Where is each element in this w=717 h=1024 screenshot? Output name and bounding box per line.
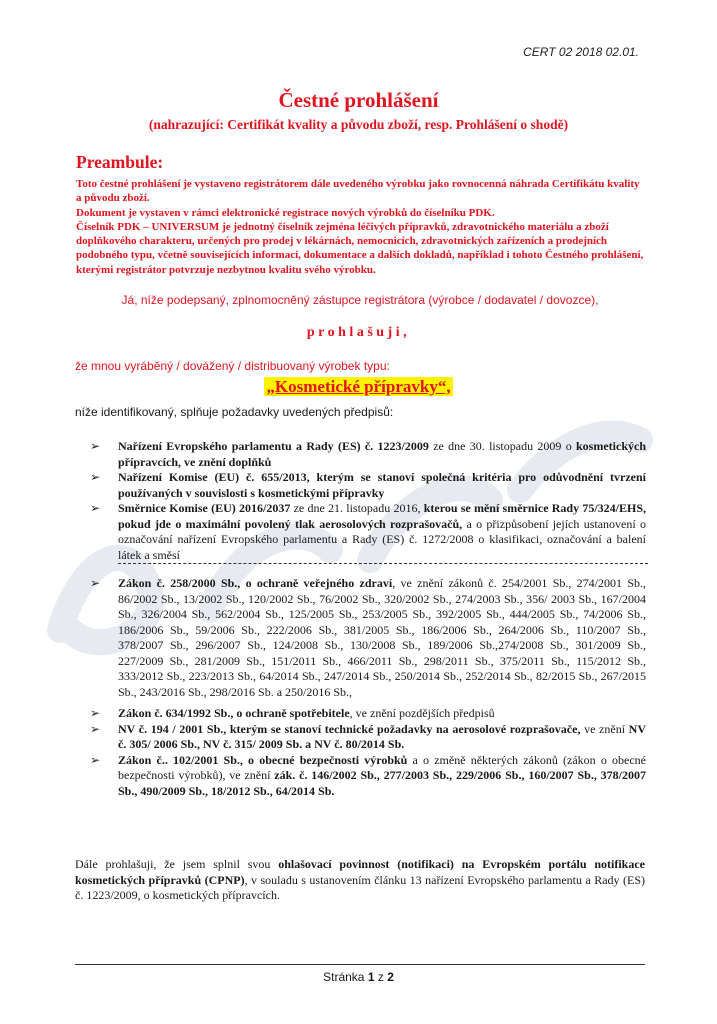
document-title: Čestné prohlášení xyxy=(278,88,439,112)
page-total: 2 xyxy=(387,970,394,984)
law-title: zák. č. 146/2002 Sb., 277/2003 Sb., 229/2006 Sb., 160/2007 Sb., 378/2007 Sb., 490/2009 Sb., 18/2012 Sb., 64/2014 Sb. xyxy=(118,768,646,798)
document-subtitle: (nahrazující: Certifikát kvality a původu zboží, resp. Prohlášení o shodě) xyxy=(148,117,569,132)
arrow-bullet-icon: ➢ xyxy=(90,706,101,720)
arrow-bullet-icon: ➢ xyxy=(90,439,101,453)
arrow-bullet-icon: ➢ xyxy=(90,470,101,484)
list-item xyxy=(90,501,646,563)
closing-text: , v souladu s ustanovením článku 13 nařízení Evropského parlamentu a Rady (ES) č. 1223/2009, o kosmetických přípravcích. xyxy=(75,872,646,902)
preamble-heading: Preambule: xyxy=(76,152,164,172)
closing-text: Dále prohlašuji, že jsem splnil svou xyxy=(75,857,279,871)
product-type-label: „Kosmetické přípravky“, xyxy=(266,377,451,396)
regulations-list xyxy=(90,439,646,563)
product-type-line: že mnou vyráběný / dovážený / distribuovaný výrobek typu: xyxy=(75,359,390,373)
regulation-text: ze dne 30. listopadu 2009 o xyxy=(428,439,576,453)
dashed-divider xyxy=(118,563,648,564)
arrow-bullet-icon: ➢ xyxy=(90,752,101,767)
footer-divider xyxy=(75,964,645,965)
list-item xyxy=(90,753,646,800)
page-label: Stránka xyxy=(323,970,368,984)
closing-emphasis: ohlašovací povinnost (notifikaci) na Evropském portálu notifikace kosmetických přípravků (CPNP) xyxy=(75,857,645,887)
law-title: NV č. 194 / 2001 Sb., kterým se stanoví technické požadavky na aerosolové rozprašovače, xyxy=(118,721,581,736)
declaration-verb: prohlašuji, xyxy=(306,325,411,340)
regulation-title: Nařízení Komise (EU) č. 655/2013, kterým se stanoví společná kritéria pro odůvodnění tvrzení používaných v souvislosti s kosmetickými přípravky xyxy=(118,470,646,500)
product-type xyxy=(0,377,717,397)
list-item xyxy=(90,470,646,501)
arrow-bullet-icon: ➢ xyxy=(90,501,101,515)
list-item xyxy=(90,439,646,470)
requirements-intro: níže identifikovaný, splňuje požadavky uvedených předpisů: xyxy=(75,405,394,419)
law-text: , ve znění pozdějších předpisů xyxy=(349,706,495,720)
preamble-paragraph: Dokument je vystaven v rámci elektronické registrace nových výrobků do číselníku PDK. xyxy=(76,206,495,219)
law-text: a o změně některých zákonů (zákon o obecné bezpečnosti výrobků), ve znění xyxy=(118,752,646,782)
closing-statement xyxy=(75,857,645,904)
page-number: 1 xyxy=(367,970,375,984)
preamble-paragraph: Toto čestné prohlášení je vystaveno registrátorem dále uvedeného výrobku jako rovnocenná náhrada Certifikátu kvality a původu zboží. xyxy=(76,178,640,205)
document-reference: CERT 02 2018 02.01. xyxy=(523,45,639,59)
page-separator: z xyxy=(374,970,388,984)
list-item xyxy=(90,722,646,753)
law-title: Zákon č. 258/2000 Sb., o ochraně veřejného zdraví xyxy=(118,576,393,590)
regulation-text: ze dne 21. listopadu 2016, xyxy=(290,501,424,515)
page-footer xyxy=(0,970,717,984)
regulation-title: kosmetických přípravcích, ve znění doplňků xyxy=(118,439,646,469)
list-item xyxy=(90,576,646,700)
list-item xyxy=(90,706,646,722)
regulation-text: a o přizpůsobení jejích ustanovení o označování nařízení Evropského parlamentu a Rady (ES) č. 1272/2008 o klasifikaci, označování a balení látek a směsí xyxy=(118,516,646,562)
law-title: Zákon č.. 102/2001 Sb., o obecné bezpečnosti výrobků xyxy=(118,752,408,767)
regulation-title: Nařízení Evropského parlamentu a Rady (ES) č. 1223/2009 xyxy=(118,439,429,453)
law-text: ve znění xyxy=(580,721,629,736)
preamble-section xyxy=(76,152,646,277)
declarant-line: Já, níže podepsaný, zplnomocněný zástupce registrátora (výrobce / dodavatel / dovozce), xyxy=(121,293,599,307)
regulation-title: kterou se mění směrnice Rady 75/324/EHS, pokud jde o maximální povolený tlak aerosolových rozprašovačů, xyxy=(118,501,647,531)
arrow-bullet-icon: ➢ xyxy=(90,576,101,590)
regulation-title: Směrnice Komise (EU) 2016/2037 xyxy=(118,501,291,515)
laws-list xyxy=(90,576,646,799)
law-text: , ve znění zákonů č. 254/2001 Sb., 274/2001 Sb., 86/2002 Sb., 13/2002 Sb., 120/2002 Sb., 76/2002 Sb., 320/2002 Sb., 274/2003 Sb., 356/ 2003 Sb., 167/2004 Sb., 326/2004 Sb., 562/2004 Sb., 125/2005 Sb., 253/2005 Sb., 392/2005 Sb., 444/2005 Sb., 74/2006 Sb., 186/2006 Sb., 59/2006 Sb., 222/2006 Sb., 381/2005 Sb., 186/2006 Sb., 264/2006 Sb., 110/2007 Sb., 378/2007 Sb., 296/2007 Sb., 124/2008 Sb., 130/2008 Sb., 189/2006 Sb.,274/2008 Sb., 301/2009 Sb., 227/2009 Sb., 281/2009 Sb., 151/2011 Sb., 466/2011 Sb., 298/2011 Sb., 375/2011 Sb., 115/2012 Sb., 333/2012 Sb., 223/2013 Sb., 64/2014 Sb., 247/2014 Sb., 250/2014 Sb., 252/2014 Sb., 82/2015 Sb., 267/2015 Sb., 243/2016 Sb., 298/2016 Sb. a 250/2016 Sb., xyxy=(118,576,646,699)
law-title: Zákon č. 634/1992 Sb., o ochraně spotřebitele xyxy=(118,706,350,720)
law-title: NV č. 305/ 2006 Sb., NV č. 315/ 2009 Sb. a NV č. 80/2014 Sb. xyxy=(118,721,647,751)
preamble-paragraph: Číselník PDK – UNIVERSUM je jednotný číselník zejména léčivých přípravků, zdravotnického materiálu a zboží doplňkového charakteru, určených pro prodej v lékárnách, nemocnicích, zdravotnických zařízeních a prodejních podobného typu, včetně souvisejících informací, dokumentace a dalších dokladů, například i tohoto Čestného prohlášení, kterými registrátor potvrzuje nezbytnou kvalitu svého výrobku. xyxy=(76,220,644,276)
arrow-bullet-icon: ➢ xyxy=(90,721,101,736)
